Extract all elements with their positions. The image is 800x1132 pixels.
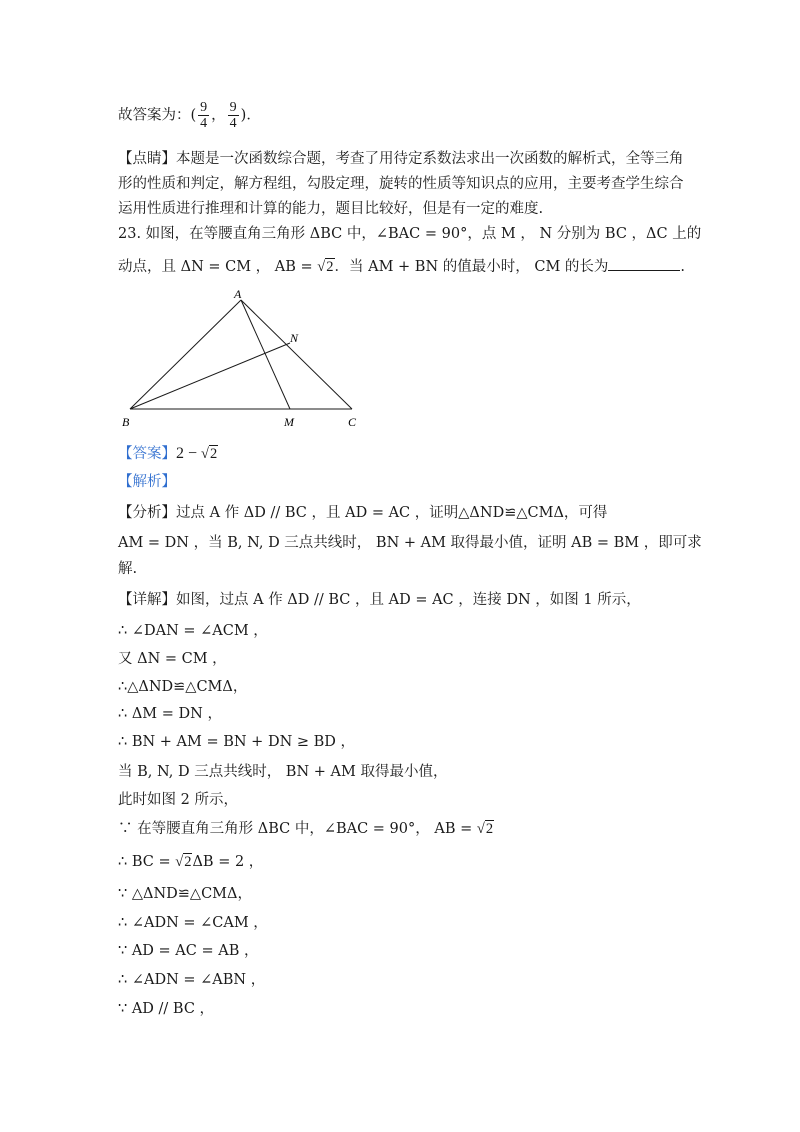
label-C: C xyxy=(348,415,357,429)
fenxi-line-1: 【分析】过点 A 作 ΔD // BC ，且 AD = AC ，证明△ΔND≌△CMΔ，可得 xyxy=(118,505,608,521)
answer-tag: 【答案】 xyxy=(118,446,176,462)
step-13: ∴ ∠ADN = ∠ABN ， xyxy=(118,972,266,988)
sqrt-2: √2 xyxy=(317,259,334,275)
step-9: ∴ BC = √2ΔB = 2 ， xyxy=(118,854,264,870)
step-4: ∴ ΔM = DN ， xyxy=(118,706,222,722)
answer-line: 【答案】2 − √2 xyxy=(118,445,218,462)
step-8: ∵ 在等腰直角三角形 ΔBC 中，∠BAC = 90°， AB = √2 xyxy=(118,821,494,837)
segment-AM xyxy=(241,300,290,409)
dianjing-line-2: 形的性质和判定，解方程组，勾股定理，旋转的性质等知识点的应用，主要考查学生综合 xyxy=(118,176,684,192)
step-2: 又 ΔN = CM ， xyxy=(118,651,227,667)
label-N: N xyxy=(290,331,299,345)
fenxi-line-2: AM = DN ，当 B, N, D 三点共线时， BN + AM 取得最小值，证明 AB = BM ，即可求 xyxy=(118,535,702,551)
step-14: ∵ AD // BC ， xyxy=(118,1001,215,1017)
answer-prefix: 故答案为：( xyxy=(118,107,197,124)
step-6: 当 B, N, D 三点共线时， BN + AM 取得最小值， xyxy=(118,764,448,780)
label-B: B xyxy=(122,415,130,429)
fenxi-tag: 【分析】 xyxy=(118,505,176,521)
step-1: ∴ ∠DAN = ∠ACM ， xyxy=(118,623,268,639)
answer-conclusion: 故答案为：( $\frac{9}{4}$ ， $\frac{9}{4}$ )． xyxy=(118,100,261,131)
dianjing-tag: 【点睛】 xyxy=(118,151,176,167)
step-7: 此时如图 2 所示， xyxy=(118,792,238,808)
step-5: ∴ BN + AM = BN + DN ≥ BD ， xyxy=(118,734,356,750)
answer-blank xyxy=(608,256,680,271)
fraction-2: $\frac{9}{4}$ xyxy=(229,100,237,131)
xiangjie-tag: 【详解】 xyxy=(118,592,176,608)
label-M: M xyxy=(284,415,294,429)
dianjing-line-3: 运用性质进行推理和计算的能力，题目比较好，但是有一定的难度. xyxy=(118,201,544,217)
dianjing-line-1: 【点睛】本题是一次函数综合题，考查了用待定系数法求出一次函数的解析式，全等三角 xyxy=(118,151,684,167)
problem-line-2: 动点，且 ΔN = CM ， AB = √2．当 AM + BN 的值最小时， CM 的长为 . xyxy=(118,256,685,278)
step-3: ∴△ΔND≌△CMΔ， xyxy=(118,679,248,695)
segment-AB xyxy=(130,300,241,409)
xiangjie-line-1: 【详解】如图，过点 A 作 ΔD // BC ，且 AD = AC ，连接 DN ，如图 1 所示， xyxy=(118,592,641,608)
triangle-figure xyxy=(118,286,368,432)
jiexi-tag: 【解析】 xyxy=(118,474,176,490)
fenxi-line-3: 解. xyxy=(118,561,138,577)
problem-line-1: 23. 如图，在等腰直角三角形 ΔBC 中，∠BAC = 90°，点 M ， N 分别为 BC ，ΔC 上的 xyxy=(118,226,702,242)
step-12: ∵ AD = AC = AB ， xyxy=(118,943,259,959)
step-11: ∴ ∠ADN = ∠CAM ， xyxy=(118,915,268,931)
step-10: ∵ △ΔND≌△CMΔ， xyxy=(118,886,252,902)
segment-BN xyxy=(130,343,290,409)
segment-AC xyxy=(241,300,352,409)
fraction-1: $\frac{9}{4}$ xyxy=(200,100,208,131)
label-A: A xyxy=(234,287,242,301)
